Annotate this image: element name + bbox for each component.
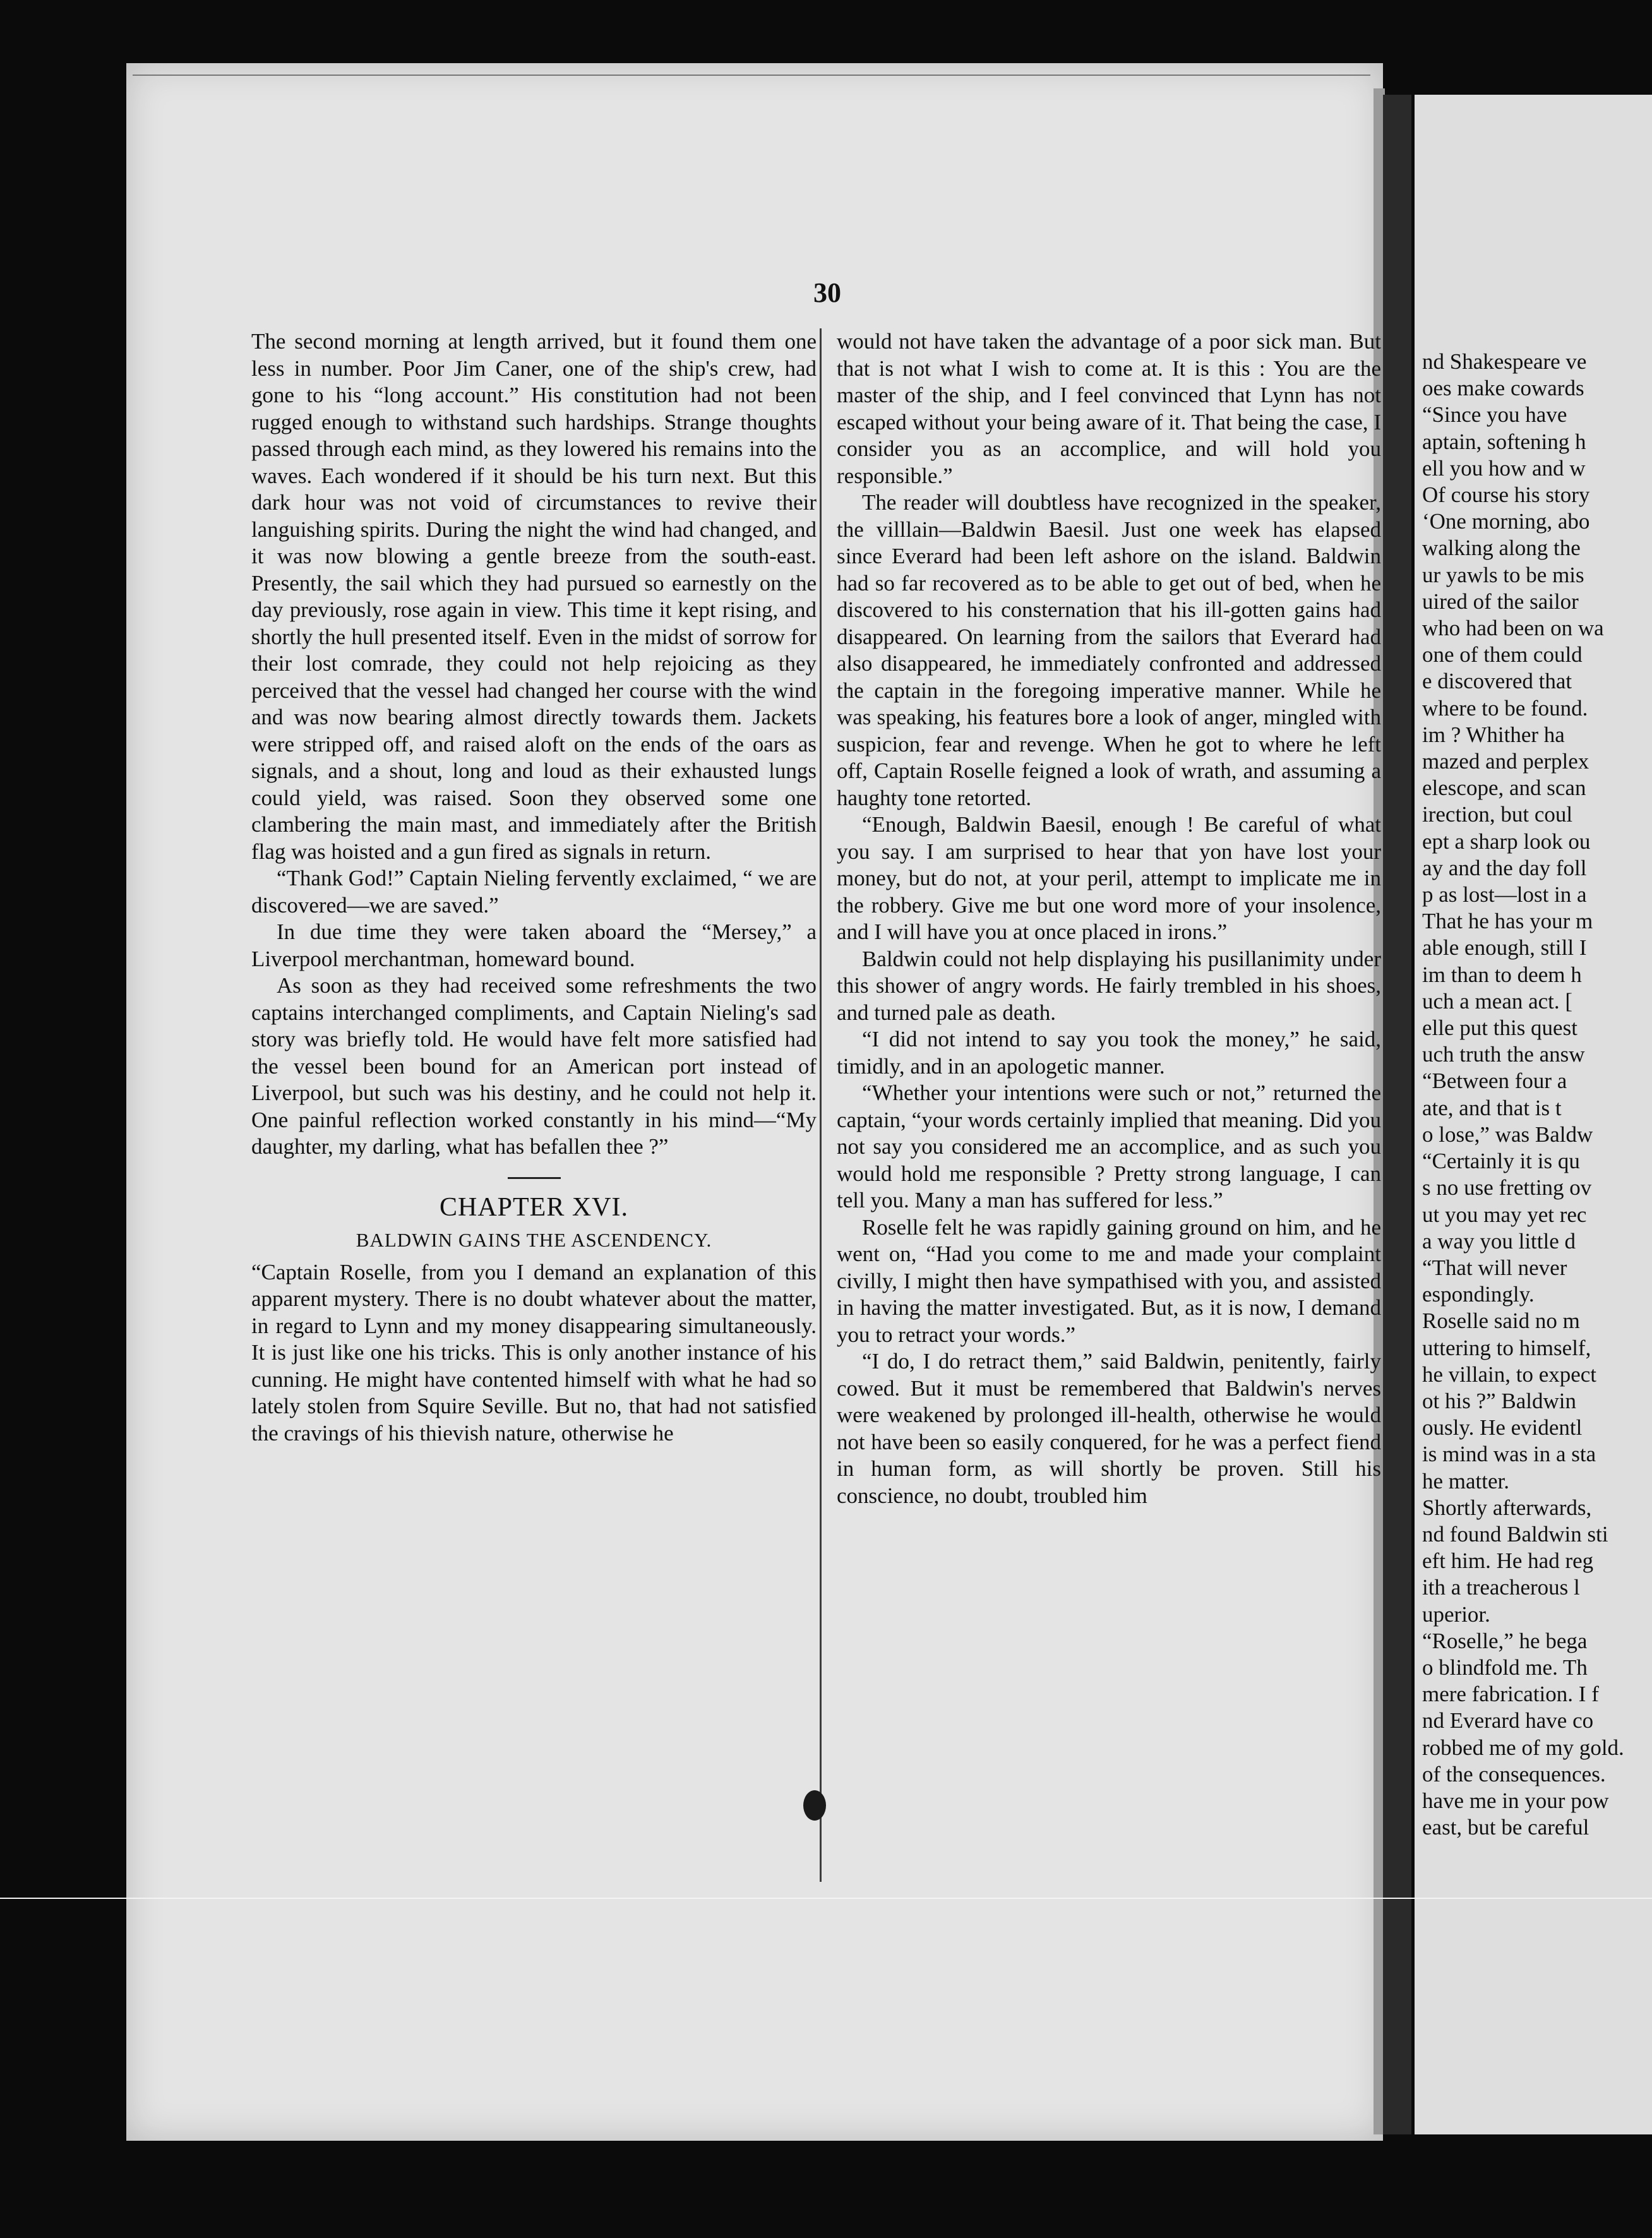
text-line: ur yawls to be mis: [1422, 562, 1584, 587]
paragraph: would not have taken the advantage of a poor sick man. But that is not what I wish to come at. It is this : You are the master of the ship, and I feel convinced that Lynn has not escaped without your being aware of it. That being the case, I consider you as an accomplice, and will hold you responsible.”: [837, 329, 1381, 488]
text-line: “Certainly it is qu: [1422, 1149, 1580, 1174]
ink-blot: [803, 1790, 826, 1821]
text-line: o blindfold me. Th: [1422, 1655, 1588, 1680]
text-line: of the consequences.: [1422, 1761, 1606, 1786]
text-line: uch truth the answ: [1422, 1042, 1585, 1067]
text-line: nd Shakespeare ve: [1422, 349, 1587, 374]
paragraph: In due time they were taken aboard the “Mersey,” a Liverpool merchantman, homeward bound.: [251, 919, 817, 971]
text-line: s no use fretting ov: [1422, 1175, 1592, 1200]
text-line: ith a treacherous l: [1422, 1575, 1580, 1600]
left-column: [251, 328, 817, 1447]
paragraph: “Whether your intentions were such or not,” returned the captain, “your words certainly implied that meaning. Did you not say you considered me an accomplice, and as such you would hold me responsible ? Pretty strong language, I can tell you. Many a man has suffered for less.”: [837, 1080, 1381, 1212]
book-gutter: [1383, 95, 1411, 2134]
text-line: e discovered that: [1422, 669, 1572, 694]
text-line: able enough, still I: [1422, 935, 1587, 960]
text-line: uperior.: [1422, 1601, 1490, 1627]
right-page-text: [1422, 349, 1652, 1841]
text-line: one of them could: [1422, 642, 1583, 667]
text-line: ut you may yet rec: [1422, 1202, 1587, 1227]
text-line: he matter.: [1422, 1468, 1510, 1493]
page-number: 30: [813, 277, 841, 308]
text-line: have me in your pow: [1422, 1788, 1609, 1813]
text-line: “Roselle,” he bega: [1422, 1628, 1588, 1653]
text-line: o lose,” was Baldw: [1422, 1122, 1593, 1147]
paragraph: “Enough, Baldwin Baesil, enough ! Be careful of what you say. I am surprised to hear that yon have lost your money, but do not, at your peril, attempt to implicate me in the robbery. Give me but one word more of your insolence, and I will have you at once placed in irons.”: [837, 812, 1381, 944]
paragraph: “I do, I do retract them,” said Baldwin, penitently, fairly cowed. But it must be remembered that Baldwin's nerves were weakened by prolonged ill-health, otherwise he would not have been so easily conquered, for he was a perfect fiend in human form, as will shortly be proven. Still his conscience, no doubt, troubled him: [837, 1349, 1381, 1508]
text-line: Roselle said no m: [1422, 1308, 1580, 1334]
paragraph: Roselle felt he was rapidly gaining ground on him, and he went on, “Had you come to me and made your complaint civilly, I might then have sympathised with you, and assisted in having the matter investigated. But, as it is now, I demand you to retract your words.”: [837, 1214, 1381, 1347]
paragraph: “Captain Roselle, from you I demand an explanation of this apparent mystery. There is no doubt whatever about the matter, in regard to Lynn and my money disappearing simultaneously. It is just like one his tricks. This is only another instance of his cunning. He might have contented himself with what he had so lately stolen from Squire Seville. But no, that had not satisfied the cravings of his thievish nature, otherwise he: [251, 1259, 817, 1445]
text-line: oes make cowards: [1422, 376, 1584, 401]
text-line: elle put this quest: [1422, 1015, 1577, 1041]
text-line: im than to deem h: [1422, 962, 1582, 987]
text-line: ate, and that is t: [1422, 1095, 1562, 1120]
paragraph: As soon as they had received some refreshments the two captains interchanged compliments, and Captain Nieling's sad story was briefly told. He would have felt more satisfied had the vessel been bound for an American port instead of Liverpool, but such was his destiny, and he could not help it. One painful reflection worked constantly in his mind—“My daughter, my darling, what has befallen thee ?”: [251, 973, 817, 1159]
middle-column: [837, 328, 1381, 1509]
text-line: Shortly afterwards,: [1422, 1495, 1592, 1520]
text-line: nd found Baldwin sti: [1422, 1521, 1608, 1547]
text-line: ously. He evidentl: [1422, 1415, 1583, 1440]
text-line: ay and the day foll: [1422, 855, 1587, 880]
chapter-divider: [508, 1177, 561, 1179]
text-line: a way you little d: [1422, 1228, 1576, 1254]
text-line: mere fabrication. I f: [1422, 1682, 1599, 1707]
text-line: ot his ?” Baldwin: [1422, 1388, 1576, 1413]
text-line: aptain, softening h: [1422, 429, 1586, 454]
text-line: p as lost—lost in a: [1422, 882, 1587, 907]
text-line: ‘One morning, abo: [1422, 509, 1590, 534]
column-divider: [820, 328, 822, 1882]
paragraph: The second morning at length arrived, but it found them one less in number. Poor Jim Caner, one of the ship's crew, had gone to his “long account.” His constitution had not been rugged enough to withstand such hardships. Strange thoughts passed through each mind, as they lowered his remains into the waves. Each wondered if it should be his turn next. But this dark hour was not void of circumstances to revive their languishing spirits. During the night the wind had changed, and it was now blowing a gentle breeze from the south-east. Presently, the sail which they had pursued so earnestly on the day previously, rose again in view. This time it kept rising, and shortly the hull presented itself. Even in the midst of sorrow for their lost comrade, they could not help rejoicing as they perceived that the vessel had changed her course with the wind and was now bearing almost directly towards them. Jackets were stripped off, and raised aloft on the ends of the oars as signals, and a shout, long and loud as their exhausted lungs could yield, was raised. Soon they observed some one clambering the main mast, and immediately after the British flag was hoisted and a gun fired as signals in return.: [251, 329, 817, 864]
text-line: ept a sharp look ou: [1422, 829, 1591, 854]
paragraph: Baldwin could not help displaying his pusillanimity under this shower of angry words. He fairly trembled in his shoes, and turned pale as death.: [837, 946, 1381, 1025]
text-line: ell you how and w: [1422, 455, 1586, 481]
text-line: nd Everard have co: [1422, 1708, 1594, 1733]
text-line: is mind was in a sta: [1422, 1442, 1596, 1467]
text-line: uch a mean act. [: [1422, 988, 1573, 1014]
paragraph: “Thank God!” Captain Nieling fervently exclaimed, “ we are discovered—we are saved.”: [251, 866, 817, 918]
paragraph: “I did not intend to say you took the money,” he said, timidly, and in an apologetic manner.: [837, 1027, 1381, 1079]
text-line: walking along the: [1422, 536, 1581, 561]
text-line: uttering to himself,: [1422, 1335, 1591, 1360]
text-line: espondingly.: [1422, 1282, 1535, 1307]
text-line: irection, but coul: [1422, 802, 1573, 827]
chapter-subtitle: BALDWIN GAINS THE ASCENDENCY.: [356, 1229, 712, 1251]
text-line: Of course his story: [1422, 482, 1590, 508]
page-top-edge: [133, 75, 1370, 76]
text-line: he villain, to expect: [1422, 1361, 1597, 1387]
text-line: “Since you have: [1422, 402, 1567, 428]
chapter-title: CHAPTER XVI.: [439, 1192, 628, 1222]
text-line: uired of the sailor: [1422, 589, 1579, 614]
text-line: That he has your m: [1422, 909, 1593, 934]
text-line: eft him. He had reg: [1422, 1548, 1594, 1574]
text-line: where to be found.: [1422, 695, 1588, 721]
scan-artifact-line: [0, 1898, 1652, 1899]
paragraph: The reader will doubtless have recognized in the speaker, the villlain—Baldwin Baesil. Just one week has elapsed since Everard had been left ashore on the island. Baldwin had so far recovered as to be able to get out of bed, when he discovered to his consternation that his ill-gotten gains had disappeared. On learning from the sailors that Everard had also disappeared, he immediately confronted and addressed the captain in the foregoing imperative manner. While he was speaking, his features bore a look of anger, mingled with suspicion, fear and revenge. When he got to where he left off, Captain Roselle feigned a look of wrath, and assuming a haughty tone retorted.: [837, 490, 1381, 810]
text-line: “That will never: [1422, 1255, 1567, 1280]
text-line: robbed me of my gold.: [1422, 1735, 1624, 1760]
text-line: who had been on wa: [1422, 616, 1604, 641]
text-line: elescope, and scan: [1422, 775, 1586, 801]
text-line: mazed and perplex: [1422, 749, 1589, 774]
right-page-fragment: [1415, 95, 1652, 2134]
text-line: “Between four a: [1422, 1068, 1567, 1094]
text-line: im ? Whither ha: [1422, 722, 1565, 747]
text-line: east, but be careful: [1422, 1815, 1589, 1840]
